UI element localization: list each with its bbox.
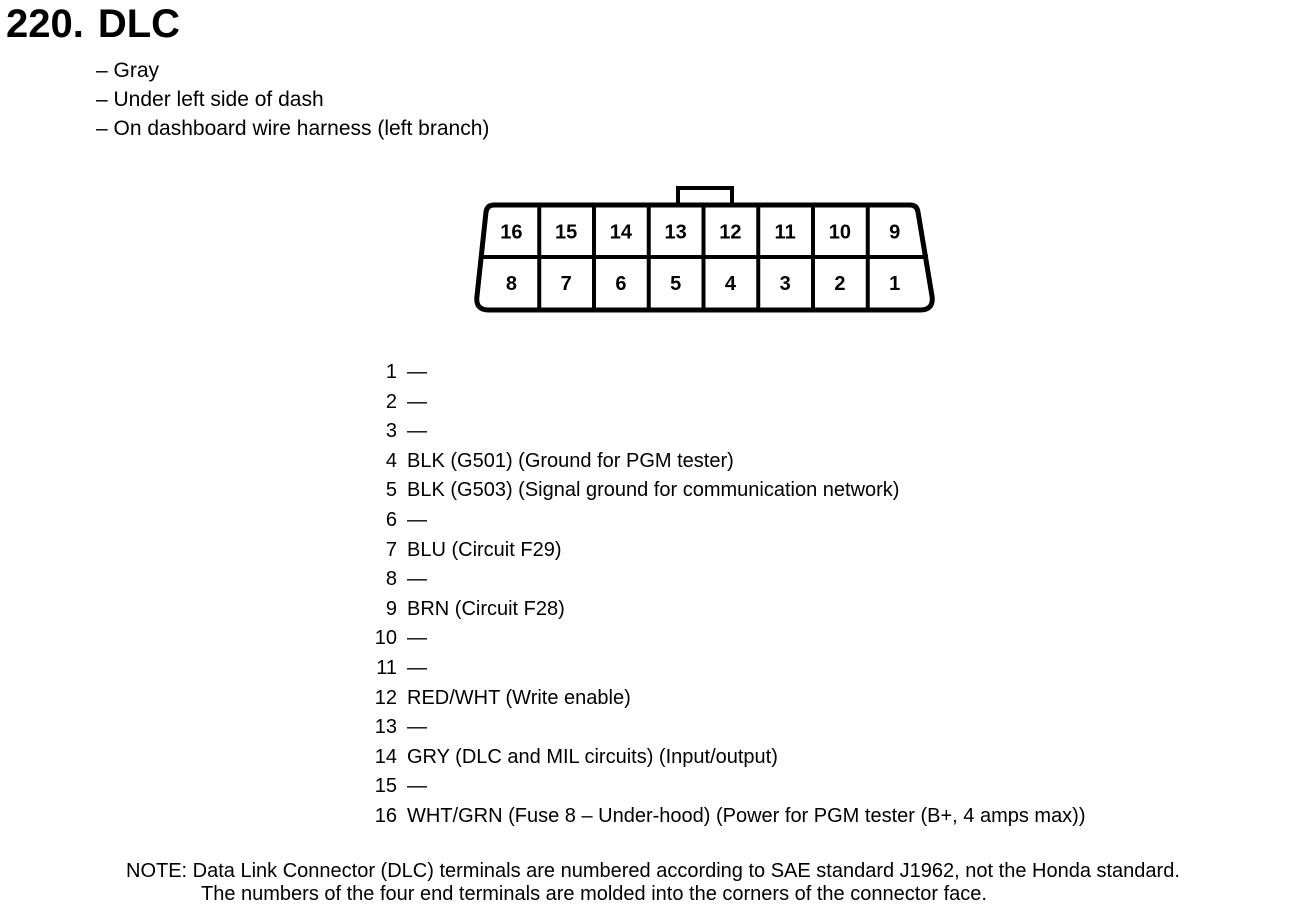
pin-description: GRY (DLC and MIL circuits) (Input/output) [407, 745, 778, 768]
note-line-1: NOTE: Data Link Connector (DLC) terminals are numbered according to SAE standard J1962, not the Honda standard. [126, 860, 1180, 882]
connector-pin-label: 2 [834, 273, 846, 295]
pin-description: — [407, 420, 427, 443]
info-harness: – On dashboard wire harness (left branch) [96, 117, 490, 140]
info-color: – Gray [96, 59, 160, 82]
pin-number: 6 [385, 508, 397, 531]
pin-description: — [407, 775, 427, 798]
pin-number: 1 [385, 361, 397, 383]
pinout-row [360, 388, 1086, 418]
pin-number: 8 [385, 568, 397, 591]
note-line-2: The numbers of the four end terminals are molded into the corners of the connector face. [201, 883, 987, 905]
footnote [126, 860, 1180, 906]
pin-number: 16 [374, 804, 397, 827]
pin-number: 11 [376, 656, 397, 679]
pinout-row [360, 772, 1086, 802]
pin-description: BLK (G501) (Ground for PGM tester) [407, 449, 734, 472]
connector-pin-label: 8 [505, 273, 517, 295]
connector-pin-label: 6 [615, 273, 627, 295]
pin-number: 10 [374, 627, 397, 650]
pinout-row [360, 802, 1086, 832]
pin-number: 4 [385, 449, 397, 472]
section-title: DLC [97, 2, 181, 46]
section-number: 220. [6, 2, 84, 46]
pinout-row [360, 684, 1086, 714]
pin-description: — [407, 508, 427, 531]
pin-description: — [407, 627, 427, 650]
info-location: – Under left side of dash [96, 88, 324, 111]
pin-number: 13 [374, 716, 397, 739]
connector-pin-label: 5 [670, 273, 682, 295]
pin-description: — [407, 568, 427, 591]
pinout-row [360, 476, 1086, 506]
pinout-row [360, 417, 1086, 447]
pin-number: 14 [374, 745, 397, 768]
pinout-list [360, 358, 1086, 832]
connector-pin-label: 12 [719, 221, 742, 244]
connector-pin-label: 9 [889, 221, 901, 244]
pin-description: BLK (G503) (Signal ground for communication network) [407, 479, 900, 502]
pin-description: — [407, 361, 427, 383]
pinout-row [360, 565, 1086, 595]
connector-pin-label: 15 [555, 221, 578, 244]
pin-description: BRN (Circuit F28) [407, 597, 565, 620]
pin-description: WHT/GRN (Fuse 8 – Under-hood) (Power for PGM tester (B+, 4 amps max)) [407, 804, 1086, 827]
pinout-row [360, 654, 1086, 684]
connector-pin-label: 16 [500, 221, 523, 244]
dlc-connector-diagram [470, 184, 940, 318]
pinout-row [360, 506, 1086, 536]
pin-number: 15 [374, 775, 397, 798]
pin-description: — [407, 390, 427, 413]
pin-number: 9 [385, 597, 397, 620]
page-title [6, 2, 180, 46]
connector-pin-label: 4 [724, 273, 736, 295]
connector-info-list [96, 56, 489, 143]
connector-pin-label: 14 [609, 221, 632, 244]
pinout-row [360, 713, 1086, 743]
pin-number: 12 [374, 686, 397, 709]
pinout-row [360, 536, 1086, 566]
connector-pin-label: 1 [889, 273, 901, 295]
pinout-row [360, 595, 1086, 625]
pin-number: 2 [385, 390, 397, 413]
pin-number: 5 [385, 479, 397, 502]
connector-pin-label: 13 [664, 221, 687, 244]
connector-pin-label: 7 [560, 273, 572, 295]
pin-description: — [407, 656, 427, 679]
pinout-row [360, 447, 1086, 477]
pin-number: 7 [385, 538, 397, 561]
connector-pin-label: 11 [774, 221, 796, 244]
pinout-row [360, 624, 1086, 654]
connector-pin-label: 10 [828, 221, 851, 244]
connector-face [470, 184, 940, 318]
pinout-row [360, 743, 1086, 773]
pin-description: — [407, 716, 427, 739]
pinout-row [360, 358, 1086, 388]
connector-pin-label: 3 [779, 273, 791, 295]
pin-description: RED/WHT (Write enable) [407, 686, 631, 709]
pin-description: BLU (Circuit F29) [407, 538, 562, 561]
pin-number: 3 [385, 420, 397, 443]
